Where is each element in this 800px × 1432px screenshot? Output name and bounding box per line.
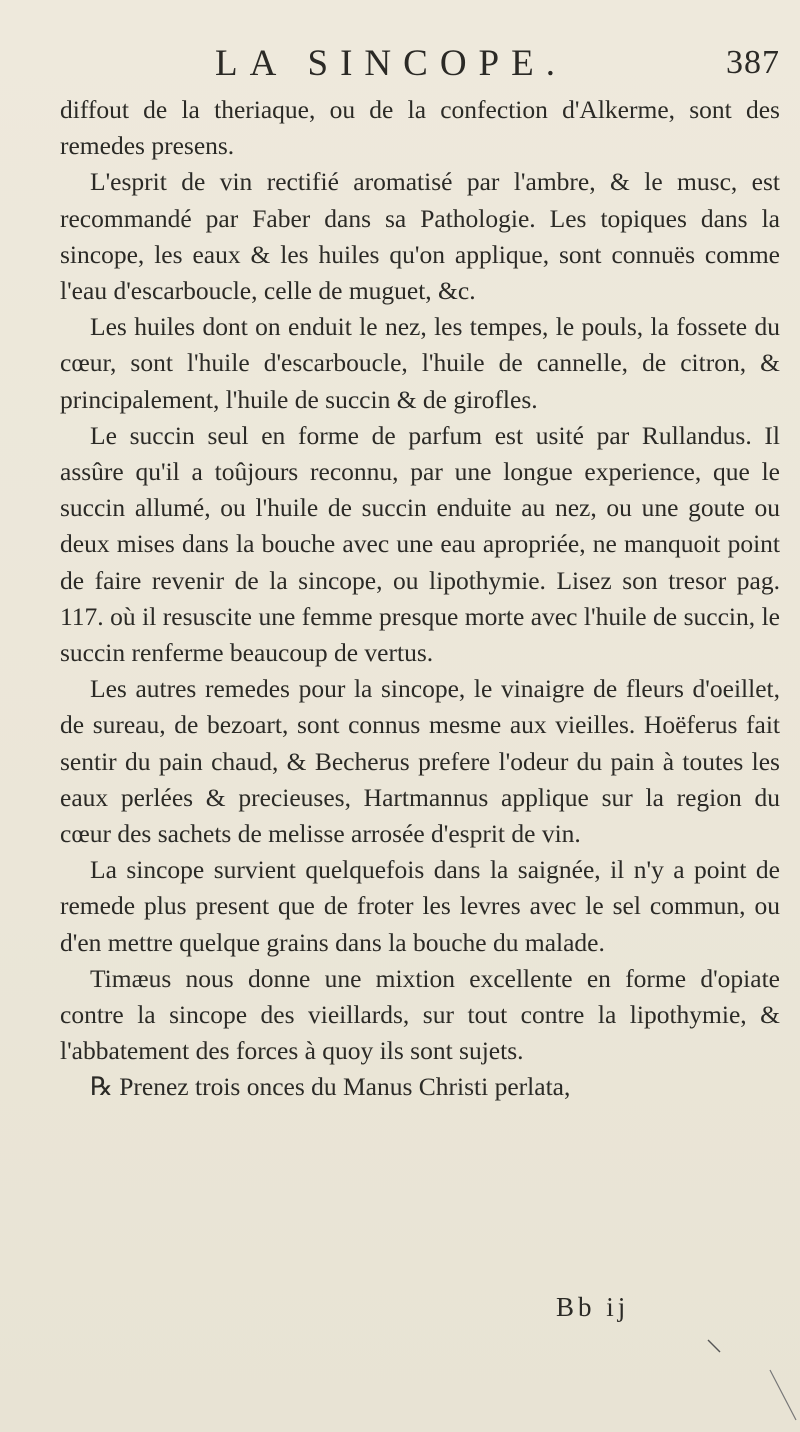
paragraph: ℞ Prenez trois onces du Manus Christi perlata, bbox=[90, 1072, 571, 1102]
page-number: 387 bbox=[726, 44, 780, 81]
paragraph: Les autres remedes pour la sincope, le vinaigre de fleurs d'oeillet, de sureau, de bezoart, sont connus mesme aux vieilles. Hoëferus fait sentir du pain chaud, & Becherus prefere l'odeur du pain à toutes les eaux perlées & precieuses, Hartmannus applique sur la region du cœur des sachets de melisse arrosée d'esprit de vin. bbox=[60, 674, 780, 849]
paragraph: diffout de la theriaque, ou de la confection d'Alkerme, sont des remedes presens. bbox=[60, 95, 780, 161]
paragraph: La sincope survient quelquefois dans la saignée, il n'y a point de remede plus present que de froter les levres avec le sel commun, ou d'en mettre quelque grains dans la bouche du malade. bbox=[60, 855, 780, 957]
running-head: LA SINCOPE. bbox=[215, 43, 567, 84]
paragraph: Timæus nous donne une mixtion excellente en forme d'opiate contre la sincope des vieillards, sur tout contre la lipothymie, & l'abbatement des forces à quoy ils sont sujets. bbox=[60, 963, 780, 1066]
paragraph: Le succin seul en forme de parfum est usité par Rullandus. Il assûre qu'il a toûjours reconnu, par une longue experience, que le succin allumé, ou l'huile de succin enduite au nez, ou une goute ou deux mises dans la bouche avec une eau apropriée, ne manquoit point de faire revenir de la sincope, ou lipothymie. Lisez son tresor pag. 117. où il resuscite une femme presque morte avec l'huile de succin, le succin renferme beaucoup de vertus. bbox=[60, 420, 780, 668]
paragraph: L'esprit de vin rectifié aromatisé par l'ambre, & le musc, est recommandé par Faber dans sa Pathologie. Les topiques dans la sincope, les eaux & les huiles qu'on applique, sont connuës comme l'eau d'escarboucle, celle de muguet, &c. bbox=[60, 167, 780, 306]
paper-mark bbox=[700, 1310, 800, 1432]
paragraph: Les huiles dont on enduit le nez, les tempes, le pouls, la fossete du cœur, sont l'huile d'escarboucle, l'huile de cannelle, de citron, & principalement, l'huile de succin & de girofles. bbox=[60, 312, 780, 414]
body-text bbox=[60, 92, 780, 1106]
page-header bbox=[60, 42, 780, 88]
signature-mark: Bb ij bbox=[556, 1292, 630, 1322]
